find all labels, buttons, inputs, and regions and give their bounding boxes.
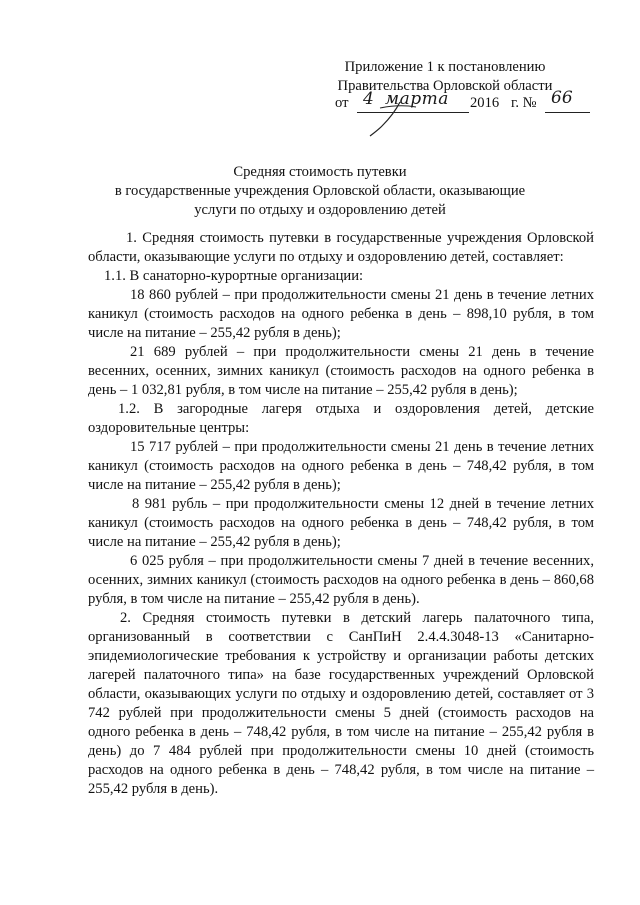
- title-line-2: в государственные учреждения Орловской области, оказывающие: [114, 183, 526, 199]
- title-line-1: Средняя стоимость путевки: [233, 164, 407, 180]
- paragraph-1-2-a: 15 717 рублей – при продолжительности смены 21 день в течение летних каникул (стоимость расходов на одного ребенка в день – 748,42 рубля, в том числе на питание – 255,42 рубля в день);: [88, 439, 594, 493]
- document-title: [90, 163, 550, 220]
- appendix-line-1: Приложение 1 к постановлению: [344, 59, 546, 75]
- handwritten-number: 66: [551, 88, 573, 108]
- title-line-3: услуги по отдыху и оздоровлению детей: [194, 202, 446, 218]
- paragraph-2: 2. Средняя стоимость путевки в детский лагерь палаточного типа, организованный в соответствии с СанПиН 2.4.4.3048-13 «Санитарно-эпидемиологические требования к устройству и организации работы детских лагерей палаточного типа» на базе государственных учреждений Орловской области, оказывающих услуги по отдыху и оздоровлению детей, составляет от 3 742 рублей при продолжительности смены 5 дней (стоимость расходов на одного ребенка в день – 748,42 рубля, в том числе на питание – 255,42 рубля в день) до 7 484 рублей при продолжительности смены 10 дней (стоимость расходов на одного ребенка в день – 748,42 рубля, в том числе на питание – 255,42 рубля в день).: [88, 610, 594, 797]
- handwritten-month: марта: [385, 89, 449, 109]
- signature-stroke: [360, 100, 420, 140]
- date-year: 2016: [470, 95, 500, 111]
- handwritten-day: 4: [363, 89, 374, 109]
- section-1-1: 1.1. В санаторно-курортные организации:: [104, 268, 364, 284]
- paragraph-1: 1. Средняя стоимость путевки в государственные учреждения Орловской области, оказывающие услуги по отдыху и оздоровлению детей, составляет:: [88, 230, 594, 265]
- date-prefix: от: [335, 95, 349, 111]
- paragraph-1-2-b: 8 981 рубль – при продолжительности смены 12 дней в течение летних каникул (стоимость расходов на одного ребенка в день – 748,42 рубля, в том числе на питание – 255,42 рубля в день);: [88, 496, 594, 550]
- section-1-2: 1.2. В загородные лагеря отдыха и оздоровления детей, детские оздоровительные центры:: [88, 401, 594, 436]
- document-body: [88, 229, 594, 799]
- number-underline: [545, 112, 590, 113]
- paragraph-1-1-b: 21 689 рублей – при продолжительности смены 21 день в течение весенних, осенних, зимних каникул (стоимость расходов на одного ребенка в день – 1 032,81 рубля, в том числе на питание – 255,42 рубля в день);: [88, 344, 594, 398]
- number-prefix: г. №: [511, 95, 537, 111]
- paragraph-1-2-c: 6 025 рубля – при продолжительности смены 7 дней в течение весенних, осенних, зимних каникул (стоимость расходов на одного ребенка в день – 860,68 рубля, в том числе на питание – 255,42 рубля в день).: [88, 553, 594, 607]
- paragraph-1-1-a: 18 860 рублей – при продолжительности смены 21 день в течение летних каникул (стоимость расходов на одного ребенка в день – 898,10 рубля, в том числе на питание – 255,42 рубля в день);: [88, 287, 594, 341]
- appendix-line-2: Правительства Орловской области: [337, 78, 553, 94]
